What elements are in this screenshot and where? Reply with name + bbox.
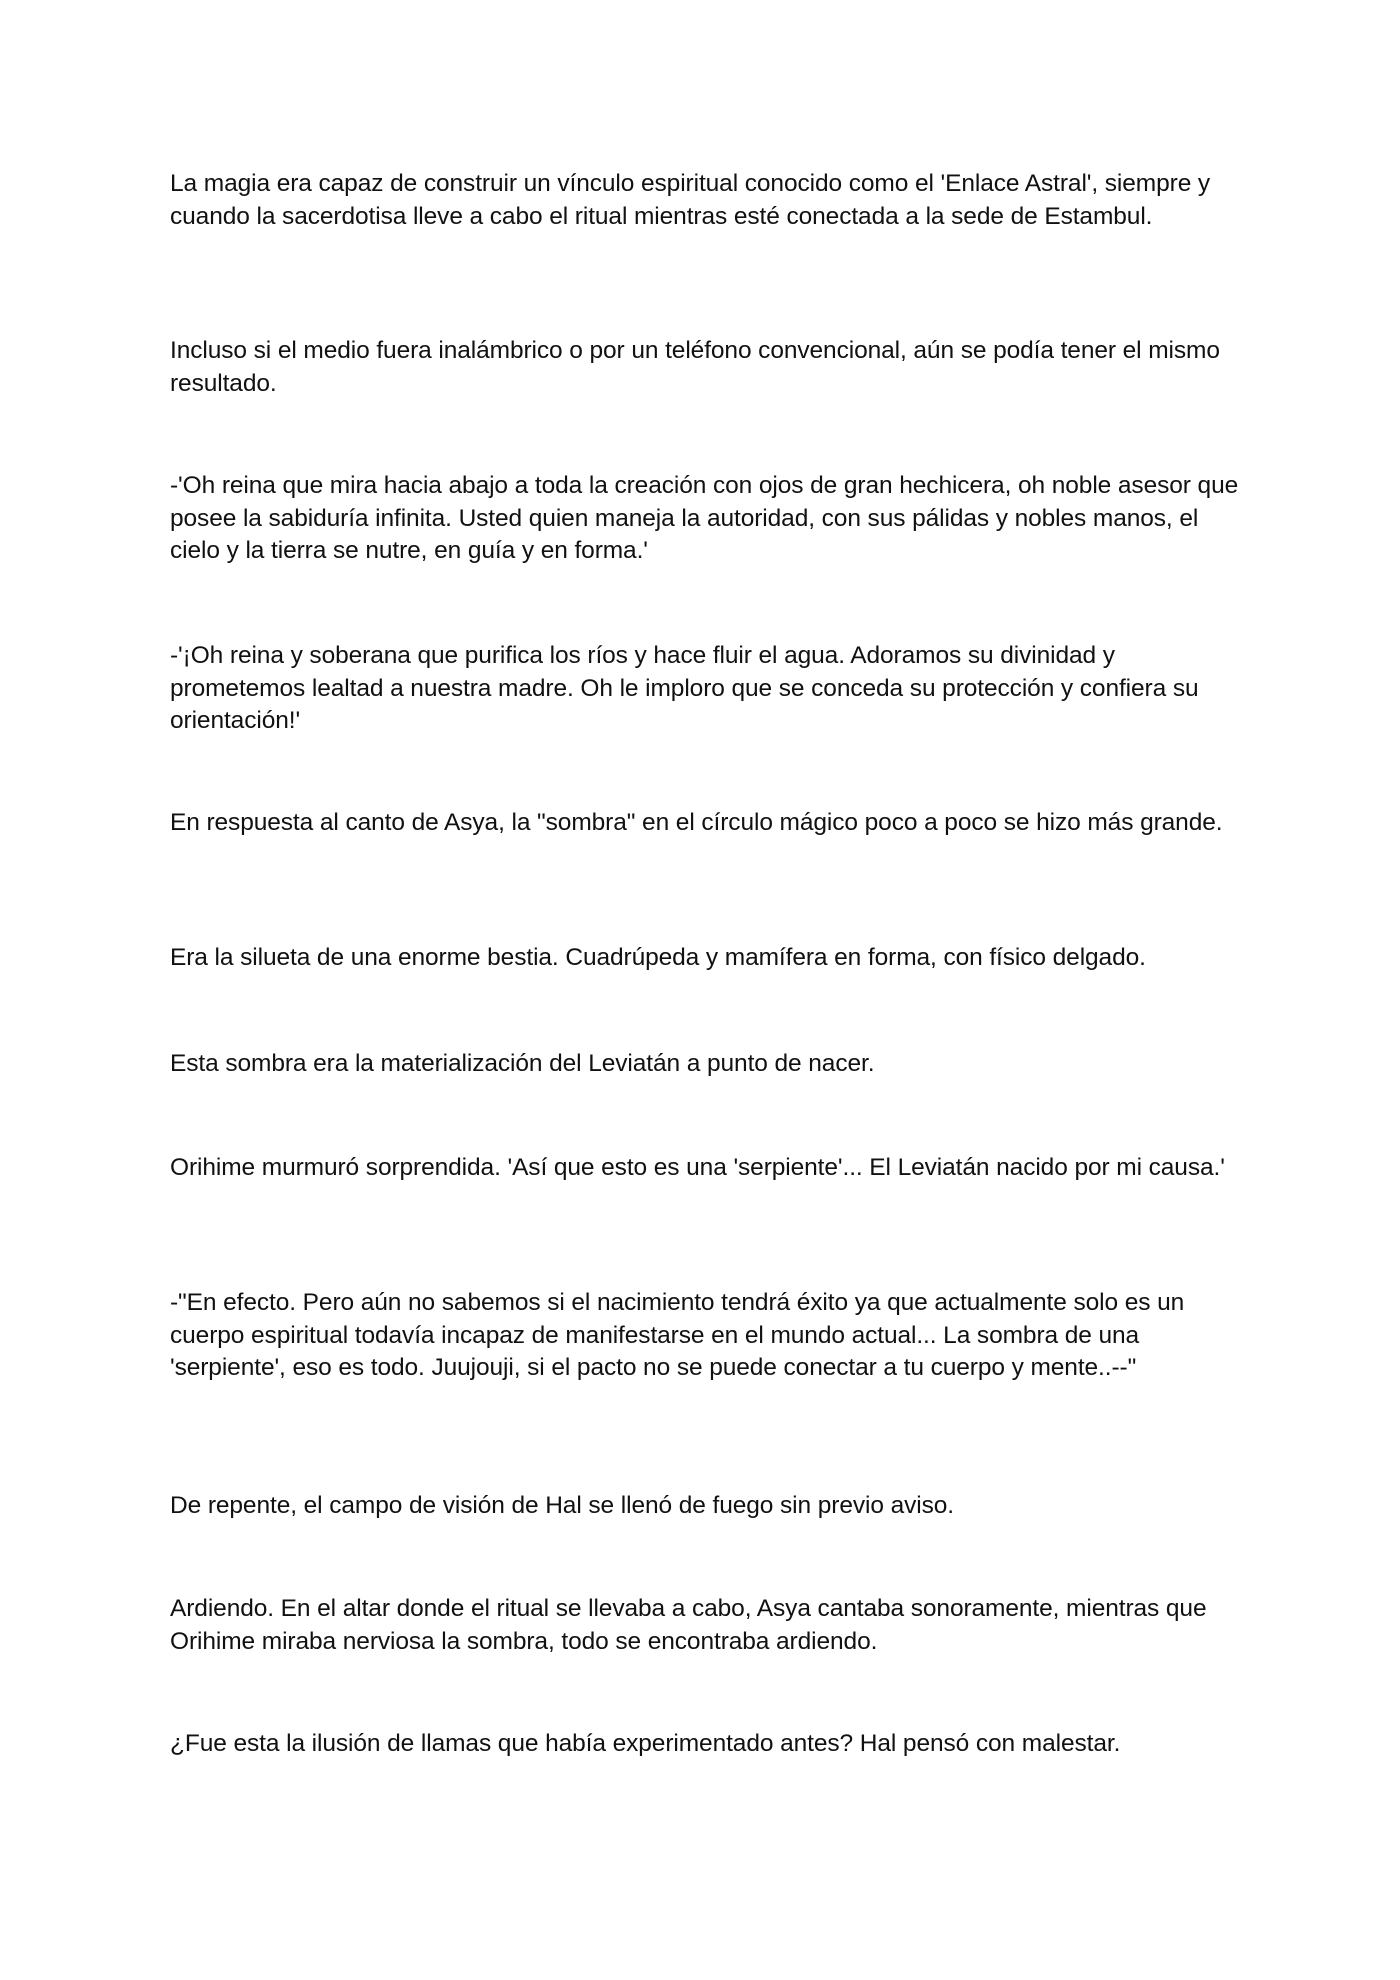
paragraph-orihime-murmuro: Orihime murmuró sorprendida. 'Así que esto es una 'serpiente'... El Leviatán nacido por mi causa.': [170, 1154, 1225, 1181]
paragraph-enlace-astral: La magia era capaz de construir un vínculo espiritual conocido como el 'Enlace Astral', siempre y cuando la sacerdotisa lleve a cabo el ritual mientras esté conectada a la sede de Estambul.: [170, 170, 1211, 230]
paragraph-materializacion-leviatan: Esta sombra era la materialización del Leviatán a punto de nacer.: [170, 1050, 875, 1077]
paragraph-silueta-bestia: Era la silueta de una enorme bestia. Cuadrúpeda y mamífera en forma, con físico delgado.: [170, 944, 1146, 971]
paragraph-canto-de-asya: En respuesta al canto de Asya, la "sombra" en el círculo mágico poco a poco se hizo más grande.: [170, 809, 1223, 836]
paragraph-oh-reina-soberana: -'¡Oh reina y soberana que purifica los ríos y hace fluir el agua. Adoramos su divinidad y prometemos lealtad a nuestra madre. Oh le imploro que se conceda su protección y confiera su orientación!': [170, 642, 1199, 734]
paragraph-medio-inalambrico: Incluso si el medio fuera inalámbrico o por un teléfono convencional, aún se podía tener el mismo resultado.: [170, 337, 1220, 397]
paragraph-de-repente: De repente, el campo de visión de Hal se llenó de fuego sin previo aviso.: [170, 1492, 954, 1519]
paragraph-ilusion-llamas: ¿Fue esta la ilusión de llamas que había experimentado antes? Hal pensó con malestar.: [170, 1730, 1121, 1757]
paragraph-en-efecto: -"En efecto. Pero aún no sabemos si el nacimiento tendrá éxito ya que actualmente solo es un cuerpo espiritual todavía incapaz de manifestarse en el mundo actual... La sombra de una 'serpiente', eso es todo. Juujouji, si el pacto no se puede conectar a tu cuerpo y mente..--": [170, 1289, 1185, 1381]
paragraph-oh-reina-hechicera: -'Oh reina que mira hacia abajo a toda la creación con ojos de gran hechicera, oh noble asesor que posee la sabiduría infinita. Usted quien maneja la autoridad, con sus pálidas y nobles manos, el cielo y la tierra se nutre, en guía y en forma.': [170, 472, 1239, 564]
paragraph-ardiendo: Ardiendo. En el altar donde el ritual se llevaba a cabo, Asya cantaba sonoramente, mientras que Orihime miraba nerviosa la sombra, todo se encontraba ardiendo.: [170, 1595, 1207, 1655]
